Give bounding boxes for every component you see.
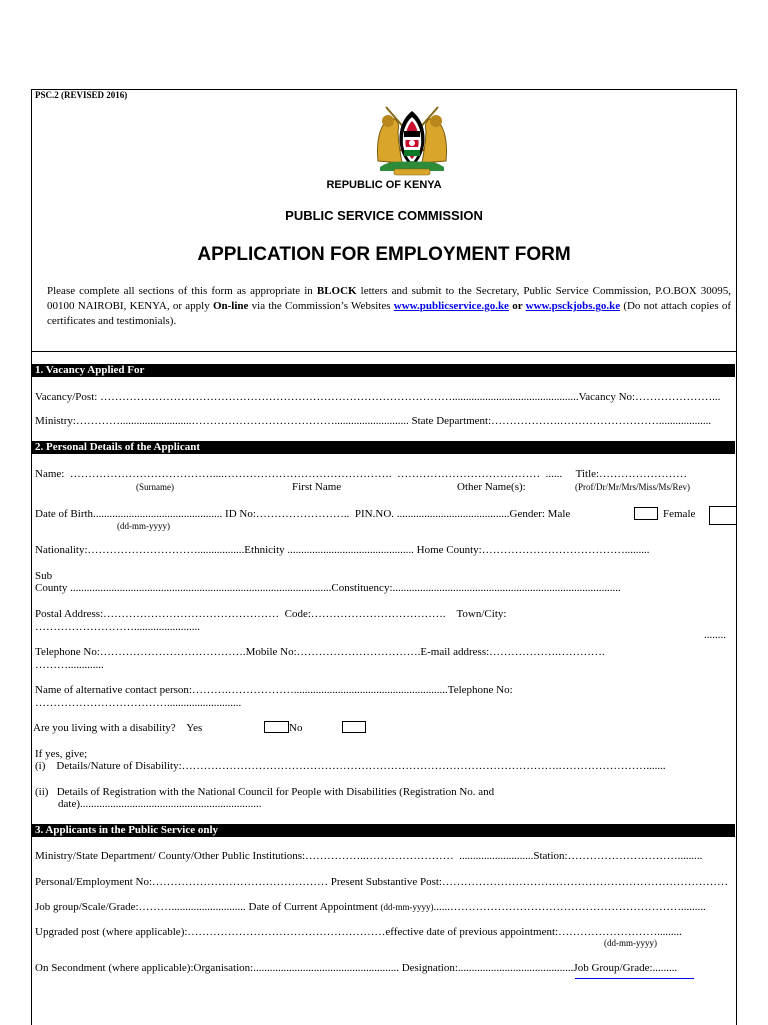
- disability-no-label: No: [289, 722, 303, 734]
- header-divider: [31, 351, 736, 352]
- dob-format-caption: (dd-mm-yyyy): [117, 521, 170, 531]
- gender-male-checkbox[interactable]: [634, 507, 658, 520]
- disability-no-checkbox[interactable]: [342, 721, 366, 733]
- section-personal-header: 2. Personal Details of the Applicant: [31, 441, 735, 454]
- psckjobs-link[interactable]: www.psckjobs.go.ke: [525, 300, 621, 312]
- ncpwd-registration-field[interactable]: date)..................................................................: [58, 798, 262, 810]
- gender-female-label: Female: [663, 508, 696, 520]
- alt-contact-field[interactable]: Name of alternative contact person:……….………………........................................................Telephone No:: [35, 684, 513, 696]
- county-field[interactable]: County ...............................................................................................Constituency:...................................................................................: [35, 582, 621, 594]
- section-vacancy-header: 1. Vacancy Applied For: [31, 364, 735, 377]
- section-public-service-header: 3. Applicants in the Public Service only: [31, 824, 735, 837]
- disability-details-field[interactable]: (i) Details/Nature of Disability:………………………………………………………………………………………….…………………….......: [35, 760, 666, 772]
- commission-heading: PUBLIC SERVICE COMMISSION: [285, 208, 483, 223]
- publicservice-link[interactable]: www.publicservice.go.ke: [393, 300, 509, 312]
- ministry-field[interactable]: Ministry:…………..........................…………………………………........................... State Department:……………….………………………...................: [35, 415, 712, 427]
- disability-question: Are you living with a disability? Yes: [33, 722, 203, 734]
- telephone-cont[interactable]: ……….............: [35, 659, 104, 671]
- gender-female-checkbox[interactable]: [709, 506, 737, 525]
- upgraded-date-format: (dd-mm-yyyy): [604, 938, 657, 948]
- link-underline: [575, 978, 694, 979]
- name-field[interactable]: Name: …………………………………....………………………………………. ………………………………… ...... Title:……………………: [35, 468, 688, 480]
- republic-heading: REPUBLIC OF KENYA: [326, 179, 442, 191]
- titles-caption: (Prof/Dr/Mr/Mrs/Miss/Ms/Rev): [575, 482, 691, 492]
- vacancy-post-field[interactable]: Vacancy/Post: ……………………………………………………………………………………..............................................Vacancy No:…………………...: [35, 391, 721, 403]
- alt-contact-cont[interactable]: ………………………………...........................: [35, 697, 242, 709]
- othernames-caption: Other Name(s):: [457, 481, 526, 493]
- secondment-field[interactable]: On Secondment (where applicable):Organisation:..................................................... Designation:..........................................Job Group/Grade:.........: [35, 962, 678, 974]
- intro-paragraph: Please complete all sections of this form as appropriate in BLOCK letters and submit to the Secretary, Public Service Commission, P.O.BOX 30095, 00100 NAIROBI, KENYA, or apply On-line via the Commission’s Websites www.publicservice.go.ke or www.psckjobs.go.ke (Do not attach copies of certificates and testimonials).: [47, 285, 732, 327]
- employment-no-field[interactable]: Personal/Employment No:………………………………………… Present Substantive Post:……………………………………………………………………: [35, 876, 728, 888]
- postal-address-field[interactable]: Postal Address:………………………………………… Code:………………………………. Town/City:: [35, 608, 507, 620]
- coat-of-arms-icon: [372, 101, 452, 177]
- ministry-institution-field[interactable]: Ministry/State Department/ County/Other Public Institutions:……………..…………………… ...........................Station:………………………….........: [35, 850, 703, 862]
- surname-caption: (Surname): [136, 482, 174, 492]
- form-code: PSC.2 (REVISED 2016): [35, 90, 128, 100]
- postal-dots: ........: [704, 629, 726, 641]
- sub-label: Sub: [35, 570, 53, 582]
- dob-field[interactable]: Date of Birth............................................... ID No:…………………….. PIN.NO. .........................................Gender: Male: [35, 508, 571, 520]
- nationality-field[interactable]: Nationality:………………………….................Ethnicity .............................................. Home County:………………………………….........: [35, 544, 650, 556]
- form-title: APPLICATION FOR EMPLOYMENT FORM: [197, 244, 571, 265]
- upgraded-post-field[interactable]: Upgraded post (where applicable):………………………………………………effective date of previous appointment:……………………….........: [35, 926, 682, 938]
- ncpwd-registration-label: (ii) Details of Registration with the National Council for People with Disabilities (Registration No. and: [35, 786, 495, 798]
- postal-address-cont[interactable]: ………………………........................: [35, 621, 200, 633]
- firstname-caption: First Name: [292, 481, 342, 493]
- telephone-field[interactable]: Telephone No:………………………………….Mobile No:…………………………….E-mail address:……………….………….: [35, 646, 605, 658]
- disability-yes-checkbox[interactable]: [264, 721, 289, 733]
- ifyes-label: If yes, give;: [35, 748, 88, 760]
- job-group-field[interactable]: Job group/Scale/Grade:………........................... Date of Current Appointment (dd-mm-yyyy)......……………………………………………………….........: [35, 901, 706, 913]
